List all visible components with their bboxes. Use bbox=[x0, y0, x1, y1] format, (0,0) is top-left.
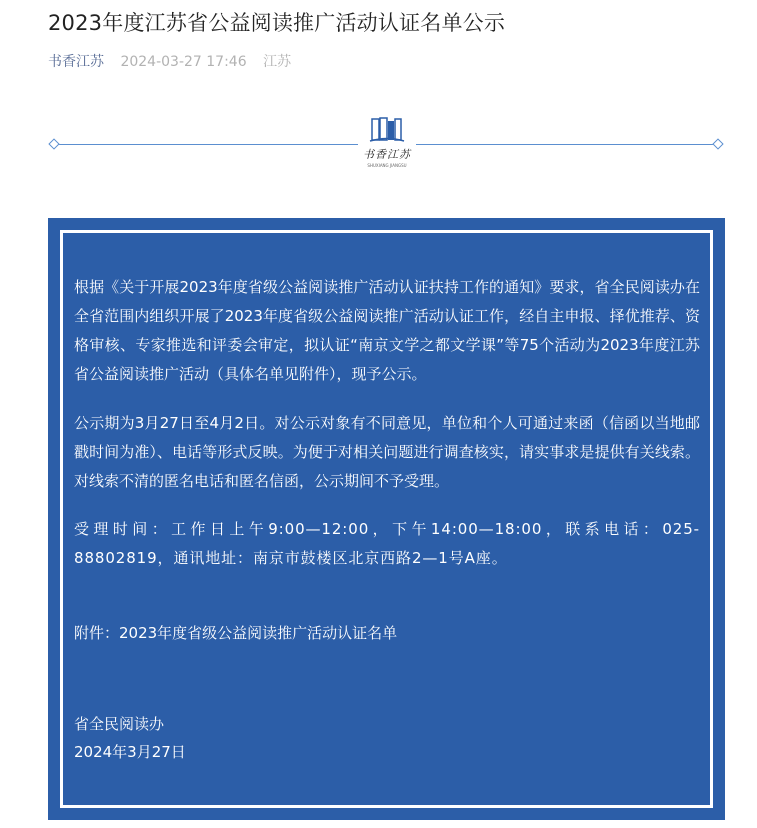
account-name-link[interactable]: 书香江苏 bbox=[48, 54, 104, 70]
divider-line-right bbox=[416, 144, 716, 145]
notice-paragraph-period: 公示期为3月27日至4月2日。对公示对象有不同意见，单位和个人可通过来函（信函以当地邮戳时间为准）、电话等形式反映。为便于对相关问题进行调查核实，请实事求是提供有关线索。对线索不清的匿名电话和匿名信函，公示期间不予受理。 bbox=[74, 414, 700, 490]
diamond-right-icon bbox=[712, 138, 723, 149]
region-label: 江苏 bbox=[263, 54, 292, 70]
publish-time: 2024-03-27 17:46 bbox=[120, 54, 247, 70]
header-divider bbox=[48, 112, 724, 182]
notice-paragraph-contact: 受理时间：工作日上午9:00—12:00，下午14:00—18:00，联系电话：025-88802819，通讯地址：南京市鼓楼区北京西路2—1号A座。 bbox=[74, 520, 700, 567]
notice-paragraph-intro: 根据《关于开展2023年度省级公益阅读推广活动认证扶持工作的通知》要求，省全民阅读办在全省范围内组织开展了2023年度省级公益阅读推广活动认证工作，经自主申报、择优推荐、资格审核、专家推选和评委会审定，拟认证“南京文学之都文学课”等75个活动为2023年度江苏省公益阅读推广活动（具体名单见附件），现予公示。 bbox=[74, 278, 700, 383]
article-meta bbox=[48, 52, 291, 72]
notice-panel bbox=[48, 218, 725, 820]
notice-frame bbox=[60, 230, 713, 808]
notice-attachment: 附件：2023年度省级公益阅读推广活动认证名单 bbox=[74, 624, 398, 642]
logo-text: 书香江苏 bbox=[363, 148, 411, 161]
divider-line-left bbox=[56, 144, 358, 145]
notice-signature: 省全民阅读办 bbox=[74, 715, 165, 733]
article-title: 2023年度江苏省公益阅读推广活动认证名单公示 bbox=[48, 11, 506, 35]
book-icon bbox=[369, 116, 405, 144]
shuxiang-jiangsu-logo bbox=[358, 112, 416, 176]
logo-subtext: SHUXIANG JIANGSU bbox=[367, 163, 407, 168]
notice-date: 2024年3月27日 bbox=[74, 743, 186, 761]
diamond-left-icon bbox=[48, 138, 59, 149]
